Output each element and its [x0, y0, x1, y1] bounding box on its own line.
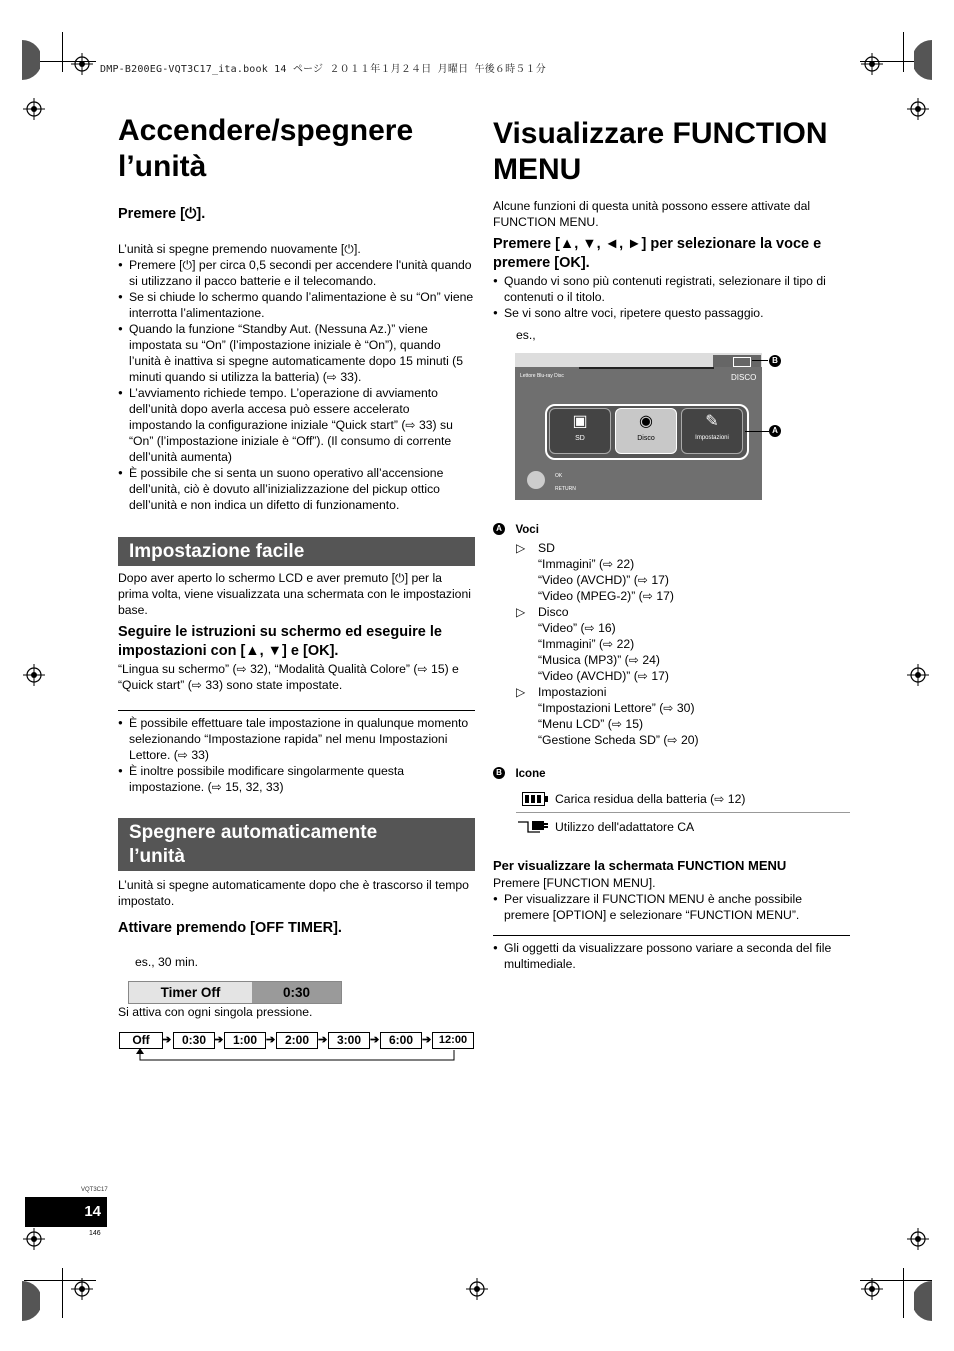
- subheading-function-menu: Per visualizzare la schermata FUNCTION MENU: [493, 858, 787, 873]
- instruction-off-timer: Attivare premendo [OFF TIMER].: [118, 920, 342, 936]
- list-item: “Musica (MP3)” (⇨ 24): [538, 653, 660, 667]
- marker-a: A: [769, 425, 781, 437]
- arrow-right-icon: ➔: [214, 1034, 224, 1046]
- arrow-right-icon: ➔: [162, 1034, 172, 1046]
- subheading: Icone: [515, 768, 546, 780]
- list-item: ● È possibile effettuare tale impostazione in qualunque momento selezionando “Impostazione rapida” nel menu Impostazioni Lettore. (⇨ 33): [118, 715, 475, 763]
- list-item: “Menu LCD” (⇨ 15): [538, 717, 644, 731]
- screen-disc-label: DISCO: [731, 373, 757, 382]
- color-bar-icon: [914, 1281, 932, 1321]
- triangle-icon: ▷: [516, 541, 526, 555]
- list-item: ● Se si chiude lo schermo quando l’alimentazione è su “On” viene interrotta l’alimentazione.: [118, 289, 475, 321]
- title-line: Visualizzare FUNCTION: [493, 117, 828, 150]
- triangle-icon: ▷: [516, 605, 526, 619]
- icon-description: Utilizzo dell'adattatore CA: [555, 820, 695, 834]
- section-heading-spegnere: [118, 818, 475, 871]
- title-line: MENU: [493, 153, 582, 186]
- triangle-icon: ▷: [516, 685, 526, 699]
- timer-value: 0:30: [252, 982, 341, 1003]
- list-item: ● Premere [⏻] per circa 0,5 secondi per accendere l'unità quando si utilizzano il pacco batterie e il telecomando.: [118, 257, 475, 289]
- function-menu-screen: [515, 353, 762, 500]
- arrow-right-icon: ➔: [318, 1034, 328, 1046]
- voce-name: Impostazioni: [538, 685, 607, 699]
- registration-mark-icon: [23, 664, 45, 686]
- screen-source-label: Lettore Blu-ray Disc: [520, 373, 564, 379]
- list-item: ● Quando la funzione “Standby Aut. (Nessuna Az.)” viene impostata su “On” (l’impostazione iniziale è “On”), quando l’unità è inattiva si spegne automaticamente dopo 15 minuti (5 minuti quando si utilizza la batteria) (⇨ 33).: [118, 321, 475, 385]
- arrow-right-icon: ➔: [370, 1034, 380, 1046]
- timer-display: [128, 981, 342, 1004]
- list-item: “Video (MPEG-2)” (⇨ 17): [538, 589, 674, 603]
- icon-row-adapter: [516, 814, 850, 840]
- list-item: “Immagini” (⇨ 22): [538, 557, 635, 571]
- color-bar-icon: [22, 1281, 40, 1321]
- instruction-select: Premere [▲, ▼, ◄, ►] per selezionare la voce e premere [OK].: [493, 236, 822, 271]
- divider: [118, 710, 475, 711]
- paragraph: L’unità si spegne automaticamente dopo che è trascorso il tempo impostato.: [118, 878, 469, 908]
- bullet-list-fm: [493, 891, 850, 923]
- list-item: ● Quando vi sono più contenuti registrati, selezionare il tipo di contenuti o il titolo.: [493, 273, 850, 305]
- list-item: “Immagini” (⇨ 22): [538, 637, 635, 651]
- sub-page-number: 146: [89, 1230, 101, 1237]
- paragraph: Alcune funzioni di questa unità possono essere attivate dal FUNCTION MENU.: [493, 199, 811, 229]
- marker-a: A: [493, 523, 505, 535]
- disc-icon: ◉: [639, 413, 653, 430]
- menu-items-panel: [545, 404, 749, 460]
- registration-mark-icon: [466, 1278, 488, 1300]
- registration-mark-icon: [23, 1228, 45, 1250]
- list-item: “Video (AVCHD)” (⇨ 17): [538, 573, 669, 587]
- timer-sequence: [119, 1032, 479, 1072]
- ac-adapter-icon: [518, 818, 550, 836]
- crop-mark: [62, 32, 63, 72]
- example-label: es., 30 min.: [135, 955, 198, 969]
- registration-mark-icon: [71, 1278, 93, 1300]
- icon-description: Carica residua della batteria (⇨ 12): [555, 792, 746, 806]
- crop-mark: [62, 1268, 63, 1318]
- sequence-step: 0:30: [173, 1032, 215, 1049]
- title-line: l’unità: [118, 150, 207, 183]
- battery-icon: [733, 357, 751, 367]
- voci-heading: [493, 520, 539, 538]
- page-number: 14: [25, 1197, 107, 1227]
- crop-mark: [903, 1268, 904, 1318]
- bullet-list-notes: [118, 715, 475, 795]
- registration-mark-icon: [861, 53, 883, 75]
- list-item: “Impostazioni Lettore” (⇨ 30): [538, 701, 695, 715]
- marker-b: B: [493, 767, 505, 779]
- color-bar-icon: [22, 40, 40, 80]
- list-item: ● L’avviamento richiede tempo. L’operazione di avviamento dell’unità dopo averla accesa può essere accelerato impostando la configurazione iniziale “Quick start” (⇨ 33) su “On” (l’impostazione iniziale è “Off”). (Il consumo di corrente dell’unità aumenta): [118, 385, 475, 465]
- screen-bar: [579, 367, 714, 369]
- section-heading-impostazione-facile: Impostazione facile: [118, 537, 475, 566]
- list-item: ● Gli oggetti da visualizzare possono variare a seconda del file multimediale.: [493, 940, 850, 972]
- print-header: DMP-B200EG-VQT3C17_ita.book 14 ページ ２０１１年１月２４日 月曜日 午後６時５１分: [100, 64, 546, 75]
- callout-line: [745, 431, 769, 432]
- marker-b: B: [769, 355, 781, 367]
- list-item: “Gestione Scheda SD” (⇨ 20): [538, 733, 699, 747]
- instruction-setup: Seguire le istruzioni su schermo ed eseguire le impostazioni con [▲, ▼] e [OK].: [118, 624, 442, 659]
- paragraph: Premere [FUNCTION MENU].: [493, 876, 656, 890]
- heading-line: Spegnere automaticamente: [129, 822, 378, 843]
- sd-card-icon: ▣: [572, 413, 588, 430]
- sequence-step: 1:00: [224, 1032, 266, 1049]
- title-line: Accendere/spegnere: [118, 114, 414, 147]
- paragraph: “Lingua su schermo” (⇨ 32), “Modalità Qualità Colore” (⇨ 15) e “Quick start” (⇨ 33) sono state impostate.: [118, 662, 459, 692]
- color-bar-icon: [914, 40, 932, 80]
- sequence-step: 2:00: [276, 1032, 318, 1049]
- bullet-list-power: [118, 257, 475, 513]
- sequence-step: 6:00: [380, 1032, 422, 1049]
- voce-name: Disco: [538, 605, 569, 619]
- registration-mark-icon: [861, 1278, 883, 1300]
- page-title-right: [493, 116, 850, 188]
- timer-label: Timer Off: [129, 982, 252, 1003]
- loop-back-arrow-icon: [134, 1048, 459, 1064]
- menu-item-label: Disco: [637, 435, 655, 442]
- icon-row-battery: [516, 786, 850, 813]
- list-item: ● È inoltre possibile modificare singolarmente questa impostazione. (⇨ 15, 32, 33): [118, 763, 475, 795]
- paragraph: L’unità si spegne premendo nuovamente [⏻].: [118, 242, 361, 256]
- list-item: “Video (AVCHD)” (⇨ 17): [538, 669, 669, 683]
- screen-ok-label: OK: [555, 473, 563, 479]
- icone-heading: [493, 764, 546, 782]
- voce-name: SD: [538, 541, 555, 555]
- registration-mark-icon: [907, 1228, 929, 1250]
- crop-mark: [903, 32, 904, 72]
- list-item: ● Se vi sono altre voci, ripetere questo passaggio.: [493, 305, 850, 321]
- nav-pad-icon: [527, 471, 545, 489]
- menu-item-impostazioni[interactable]: [681, 408, 743, 454]
- divider: [493, 935, 850, 936]
- paragraph: Dopo aver aperto lo schermo LCD e aver premuto [⏻] per la prima volta, viene visualizzata una schermata con le impostazioni base.: [118, 571, 471, 617]
- menu-item-label: Impostazioni: [695, 435, 729, 441]
- list-item: [516, 684, 846, 700]
- model-code: VQT3C17: [81, 1187, 108, 1193]
- callout-line: [752, 360, 768, 361]
- wrench-icon: ✎: [705, 413, 719, 430]
- list-item: [516, 604, 846, 620]
- bullet-list-note: [493, 940, 850, 972]
- menu-item-sd[interactable]: [549, 408, 611, 454]
- menu-item-label: SD: [575, 435, 585, 442]
- arrow-right-icon: ➔: [422, 1034, 432, 1046]
- page-title-left: [118, 113, 475, 185]
- registration-mark-icon: [71, 53, 93, 75]
- bullet-list-select: [493, 273, 850, 321]
- sequence-step: 12:00: [432, 1032, 474, 1049]
- list-item: “Video” (⇨ 16): [538, 621, 616, 635]
- paragraph: Si attiva con ogni singola pressione.: [118, 1005, 313, 1019]
- voci-list: [516, 540, 846, 748]
- sequence-step: 3:00: [328, 1032, 370, 1049]
- list-item: ● Per visualizzare il FUNCTION MENU è anche possibile premere [OPTION] e selezionare “FUNCTION MENU”.: [493, 891, 850, 923]
- registration-mark-icon: [907, 98, 929, 120]
- arrow-right-icon: ➔: [266, 1034, 276, 1046]
- sequence-step: Off: [119, 1032, 163, 1049]
- example-label: es.,: [516, 328, 536, 342]
- heading-line: l’unità: [129, 846, 185, 867]
- registration-mark-icon: [907, 664, 929, 686]
- list-item: ● È possibile che si senta un suono operativo all’accensione dell’unità, ciò è dovuto all’inizializzazione del pickup ottico dell’unità e non indica un difetto di funzionamento.: [118, 465, 475, 513]
- menu-item-disco[interactable]: [615, 408, 677, 454]
- list-item: [516, 540, 846, 556]
- subheading: Voci: [515, 524, 539, 536]
- battery-icon: [522, 792, 548, 806]
- registration-mark-icon: [23, 98, 45, 120]
- instruction-power: Premere [⏻].: [118, 206, 206, 222]
- screen-return-label: RETURN: [555, 486, 576, 492]
